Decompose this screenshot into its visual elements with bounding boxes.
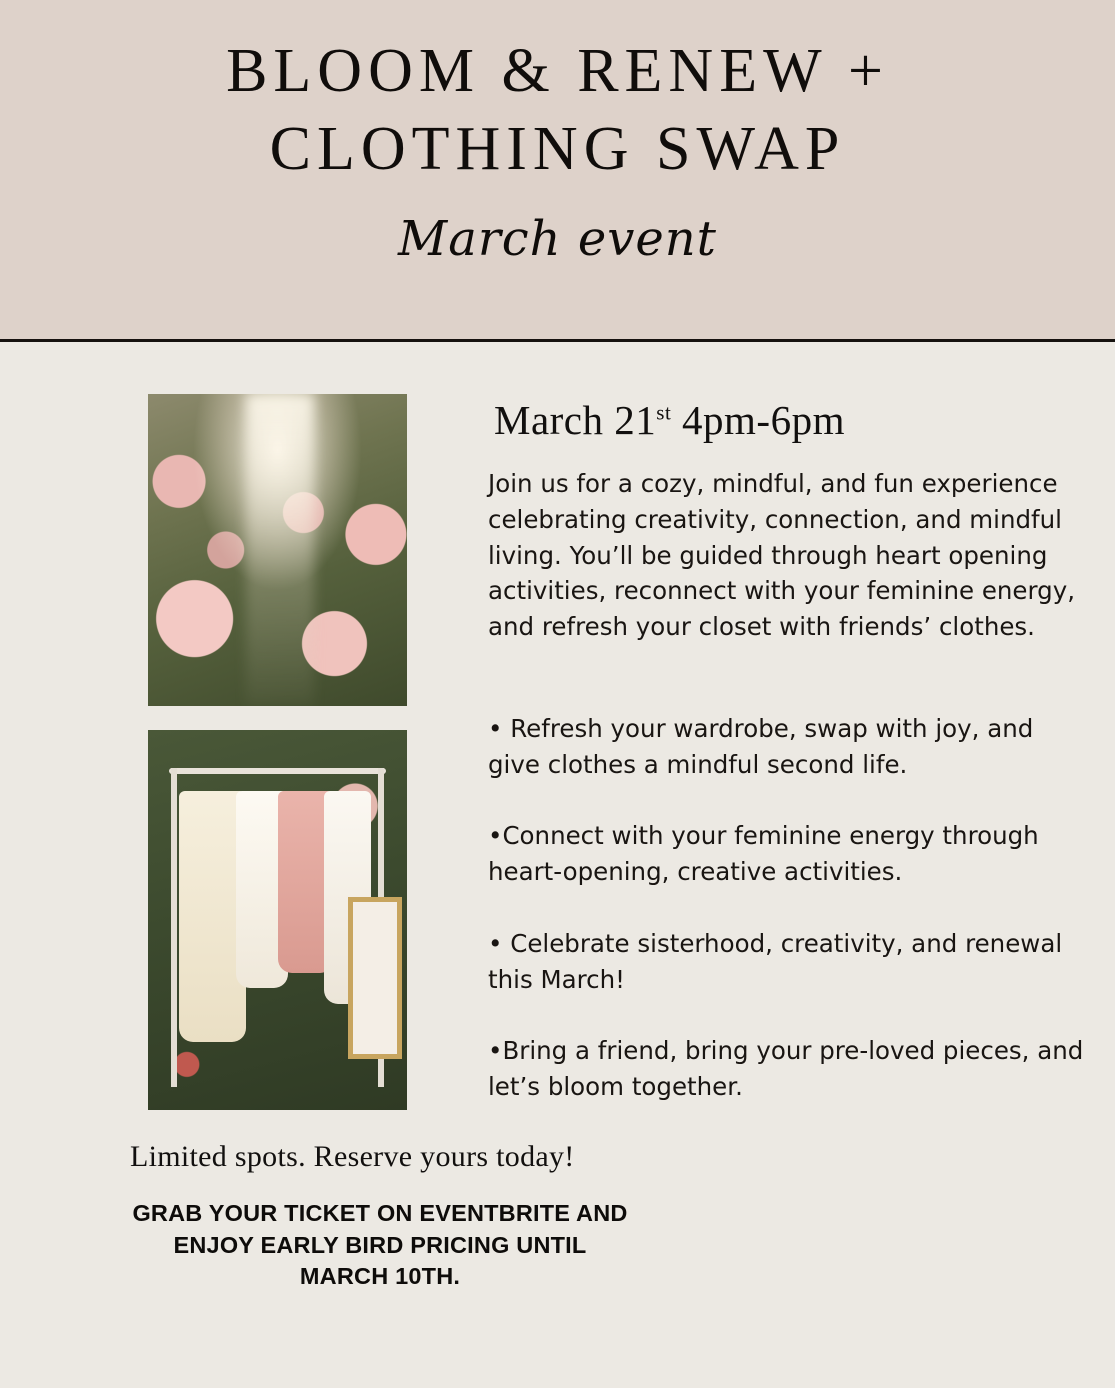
text-column bbox=[488, 342, 1088, 1105]
event-description: Join us for a cozy, mindful, and fun experience celebrating creativity, connection, and mindful living. You’ll be guided through heart opening activities, reconnect with your feminine energy, and refresh your closet with friends’ clothes. bbox=[488, 469, 1075, 642]
page-title-line-2: CLOTHING SWAP bbox=[269, 115, 846, 184]
poster-body bbox=[0, 342, 1115, 1293]
photo-column bbox=[148, 342, 448, 1110]
clothing-rack-photo bbox=[148, 730, 407, 1110]
rack-bar-shape bbox=[169, 768, 387, 774]
list-item: •Bring a friend, bring your pre-loved pieces, and let’s bloom together. bbox=[488, 1036, 1084, 1102]
highlights-list bbox=[488, 711, 1088, 1105]
ticket-call-to-action: GRAB YOUR TICKET ON EVENTBRITE AND ENJOY EARLY BIRD PRICING UNTIL MARCH 10TH. bbox=[132, 1200, 628, 1290]
page-subtitle: March event bbox=[398, 210, 717, 267]
event-date-time bbox=[494, 396, 1088, 444]
poster-header bbox=[0, 0, 1115, 342]
list-item: • Celebrate sisterhood, creativity, and renewal this March! bbox=[488, 928, 1063, 994]
limited-spots-note: Limited spots. Reserve yours today! bbox=[130, 1140, 575, 1173]
list-item: • Refresh your wardrobe, swap with joy, and give clothes a mindful second life. bbox=[488, 713, 1034, 779]
rack-leg-left-shape bbox=[171, 768, 177, 1087]
event-time-range: 4pm-6pm bbox=[671, 397, 845, 443]
picture-frame-shape bbox=[348, 897, 402, 1059]
poster-footer bbox=[0, 1140, 1115, 1293]
event-date: March 21 bbox=[494, 397, 657, 443]
date-ordinal-suffix: st bbox=[656, 400, 672, 425]
top-section bbox=[0, 342, 1115, 1110]
flower-garden-path-photo bbox=[148, 394, 407, 706]
list-item: •Connect with your feminine energy through heart-opening, creative activities. bbox=[488, 821, 1039, 887]
page-title-line-1: BLOOM & RENEW + bbox=[226, 37, 889, 105]
